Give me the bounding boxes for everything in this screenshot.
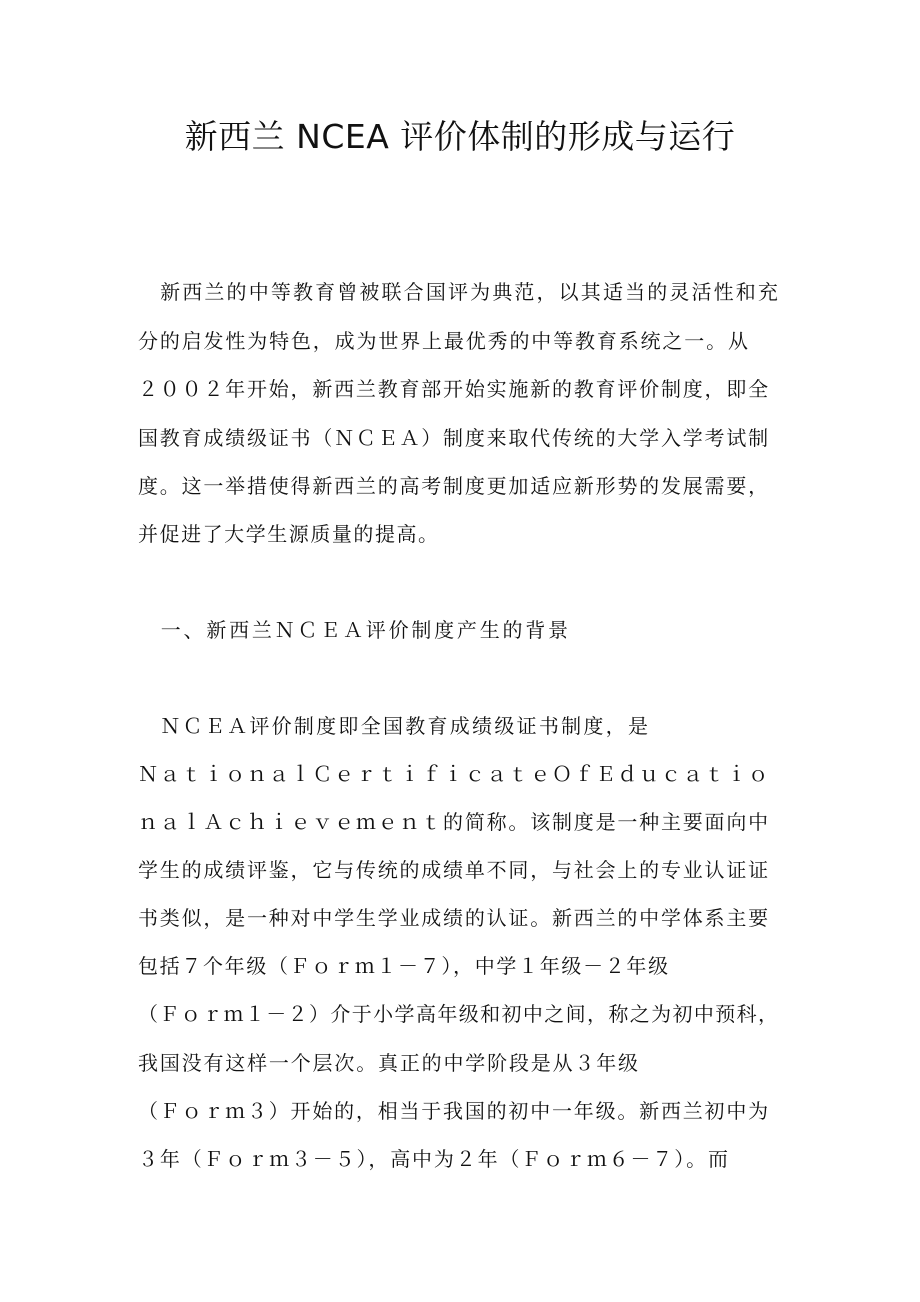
section-line: 包括７个年级（Ｆｏｒｍ１－７），中学１年级－２年级	[138, 954, 670, 978]
section-line: ３年（Ｆｏｒｍ３－５），高中为２年（Ｆｏｒｍ６－７）。而	[138, 1147, 730, 1171]
section-line: ＮＣＥＡ评价制度即全国教育成绩级证书制度，是	[138, 714, 651, 738]
section-line: ＮａｔｉｏｎａｌＣｅｒｔｉｆｉｃａｔｅＯｆＥｄｕｃａｔｉｏ	[138, 762, 770, 786]
section-line: （Ｆｏｒｍ３）开始的，相当于我国的初中一年级。新西兰初中为	[138, 1099, 770, 1123]
document-title: 新西兰 NCEA 评价体制的形成与运行	[184, 117, 736, 156]
section-line: 我国没有这样一个层次。真正的中学阶段是从３年级	[138, 1051, 640, 1075]
section-line: ｎａｌＡｃｈｉｅｖｅｍｅｎｔ的简称。该制度是一种主要面向中	[138, 810, 770, 834]
intro-line: 并促进了大学生源质量的提高。	[138, 522, 440, 546]
intro-line: 新西兰的中等教育曾被联合国评为典范，以其适当的灵活性和充	[138, 280, 781, 304]
section-heading: 一、新西兰ＮＣＥＡ评价制度产生的背景	[138, 618, 571, 642]
section-line: 书类似，是一种对中学生学业成绩的认证。新西兰的中学体系主要	[138, 906, 770, 930]
section-line: （Ｆｏｒｍ１－２）介于小学高年级和初中之间，称之为初中预科，	[138, 1002, 780, 1026]
intro-line: 度。这一举措使得新西兰的高考制度更加适应新形势的发展需要，	[138, 474, 770, 498]
intro-line: ２００２年开始，新西兰教育部开始实施新的教育评价制度，即全	[138, 377, 770, 401]
intro-line: 分的启发性为特色，成为世界上最优秀的中等教育系统之一。从	[138, 329, 750, 353]
section-line: 学生的成绩评鉴，它与传统的成绩单不同，与社会上的专业认证证	[138, 858, 770, 882]
intro-line: 国教育成绩级证书（ＮＣＥＡ）制度来取代传统的大学入学考试制	[138, 426, 770, 450]
